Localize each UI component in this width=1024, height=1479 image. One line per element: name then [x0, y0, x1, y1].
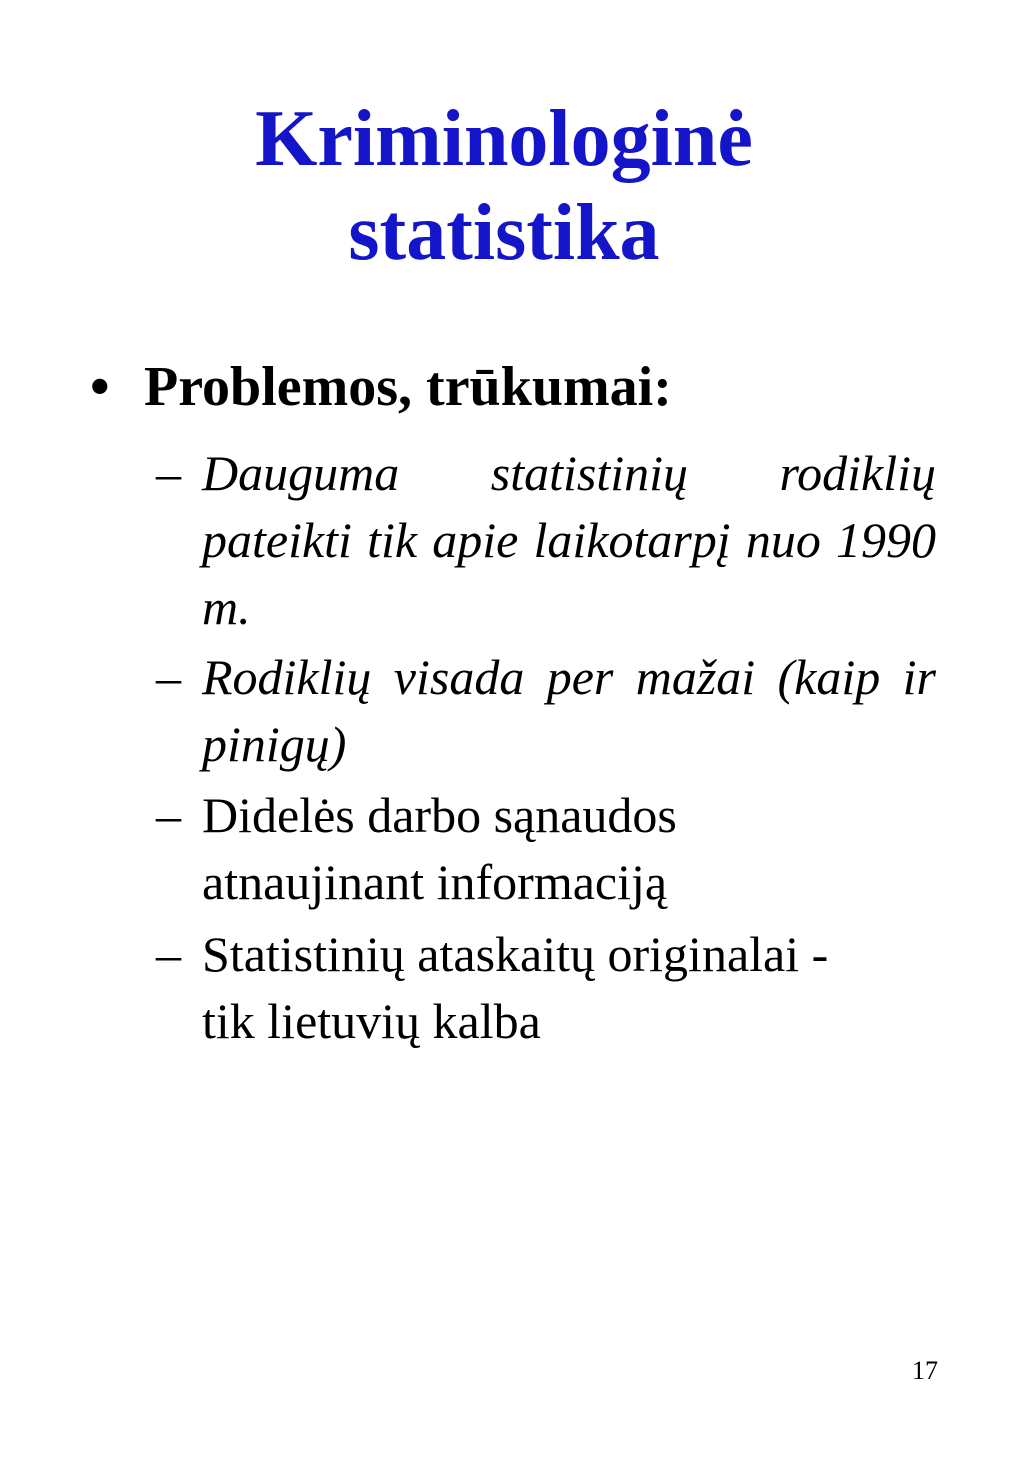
subitem-text-line-1: Didelės darbo sąnaudos: [202, 787, 677, 843]
subitem-text: [202, 782, 936, 916]
subitem-text: Dauguma statistinių rodiklių pateikti tik apie laikotarpį nuo 1990 m.: [202, 445, 936, 635]
bullet-icon: •: [90, 356, 110, 418]
page-number: 17: [912, 1356, 938, 1385]
subitem-text-line-1: Statistinių ataskaitų originalai -: [202, 926, 829, 982]
slide-title: [0, 92, 1008, 280]
subitem-text-line-2: atnaujinant informaciją: [202, 854, 668, 910]
subitem-text-line-2: tik lietuvių kalba: [202, 993, 541, 1049]
subitem-text: Rodiklių visada per mažai (kaip ir pinigų): [202, 649, 936, 772]
dash-icon: –: [156, 445, 181, 501]
subitem-text: [202, 921, 936, 1055]
dash-icon: –: [156, 649, 181, 705]
slide-title-line-2: statistika: [348, 189, 660, 277]
dash-icon: –: [156, 926, 181, 982]
bullet-text: Problemos, trūkumai:: [144, 356, 672, 418]
slide-title-line-1: Kriminologinė: [255, 95, 753, 183]
dash-icon: –: [156, 787, 181, 843]
